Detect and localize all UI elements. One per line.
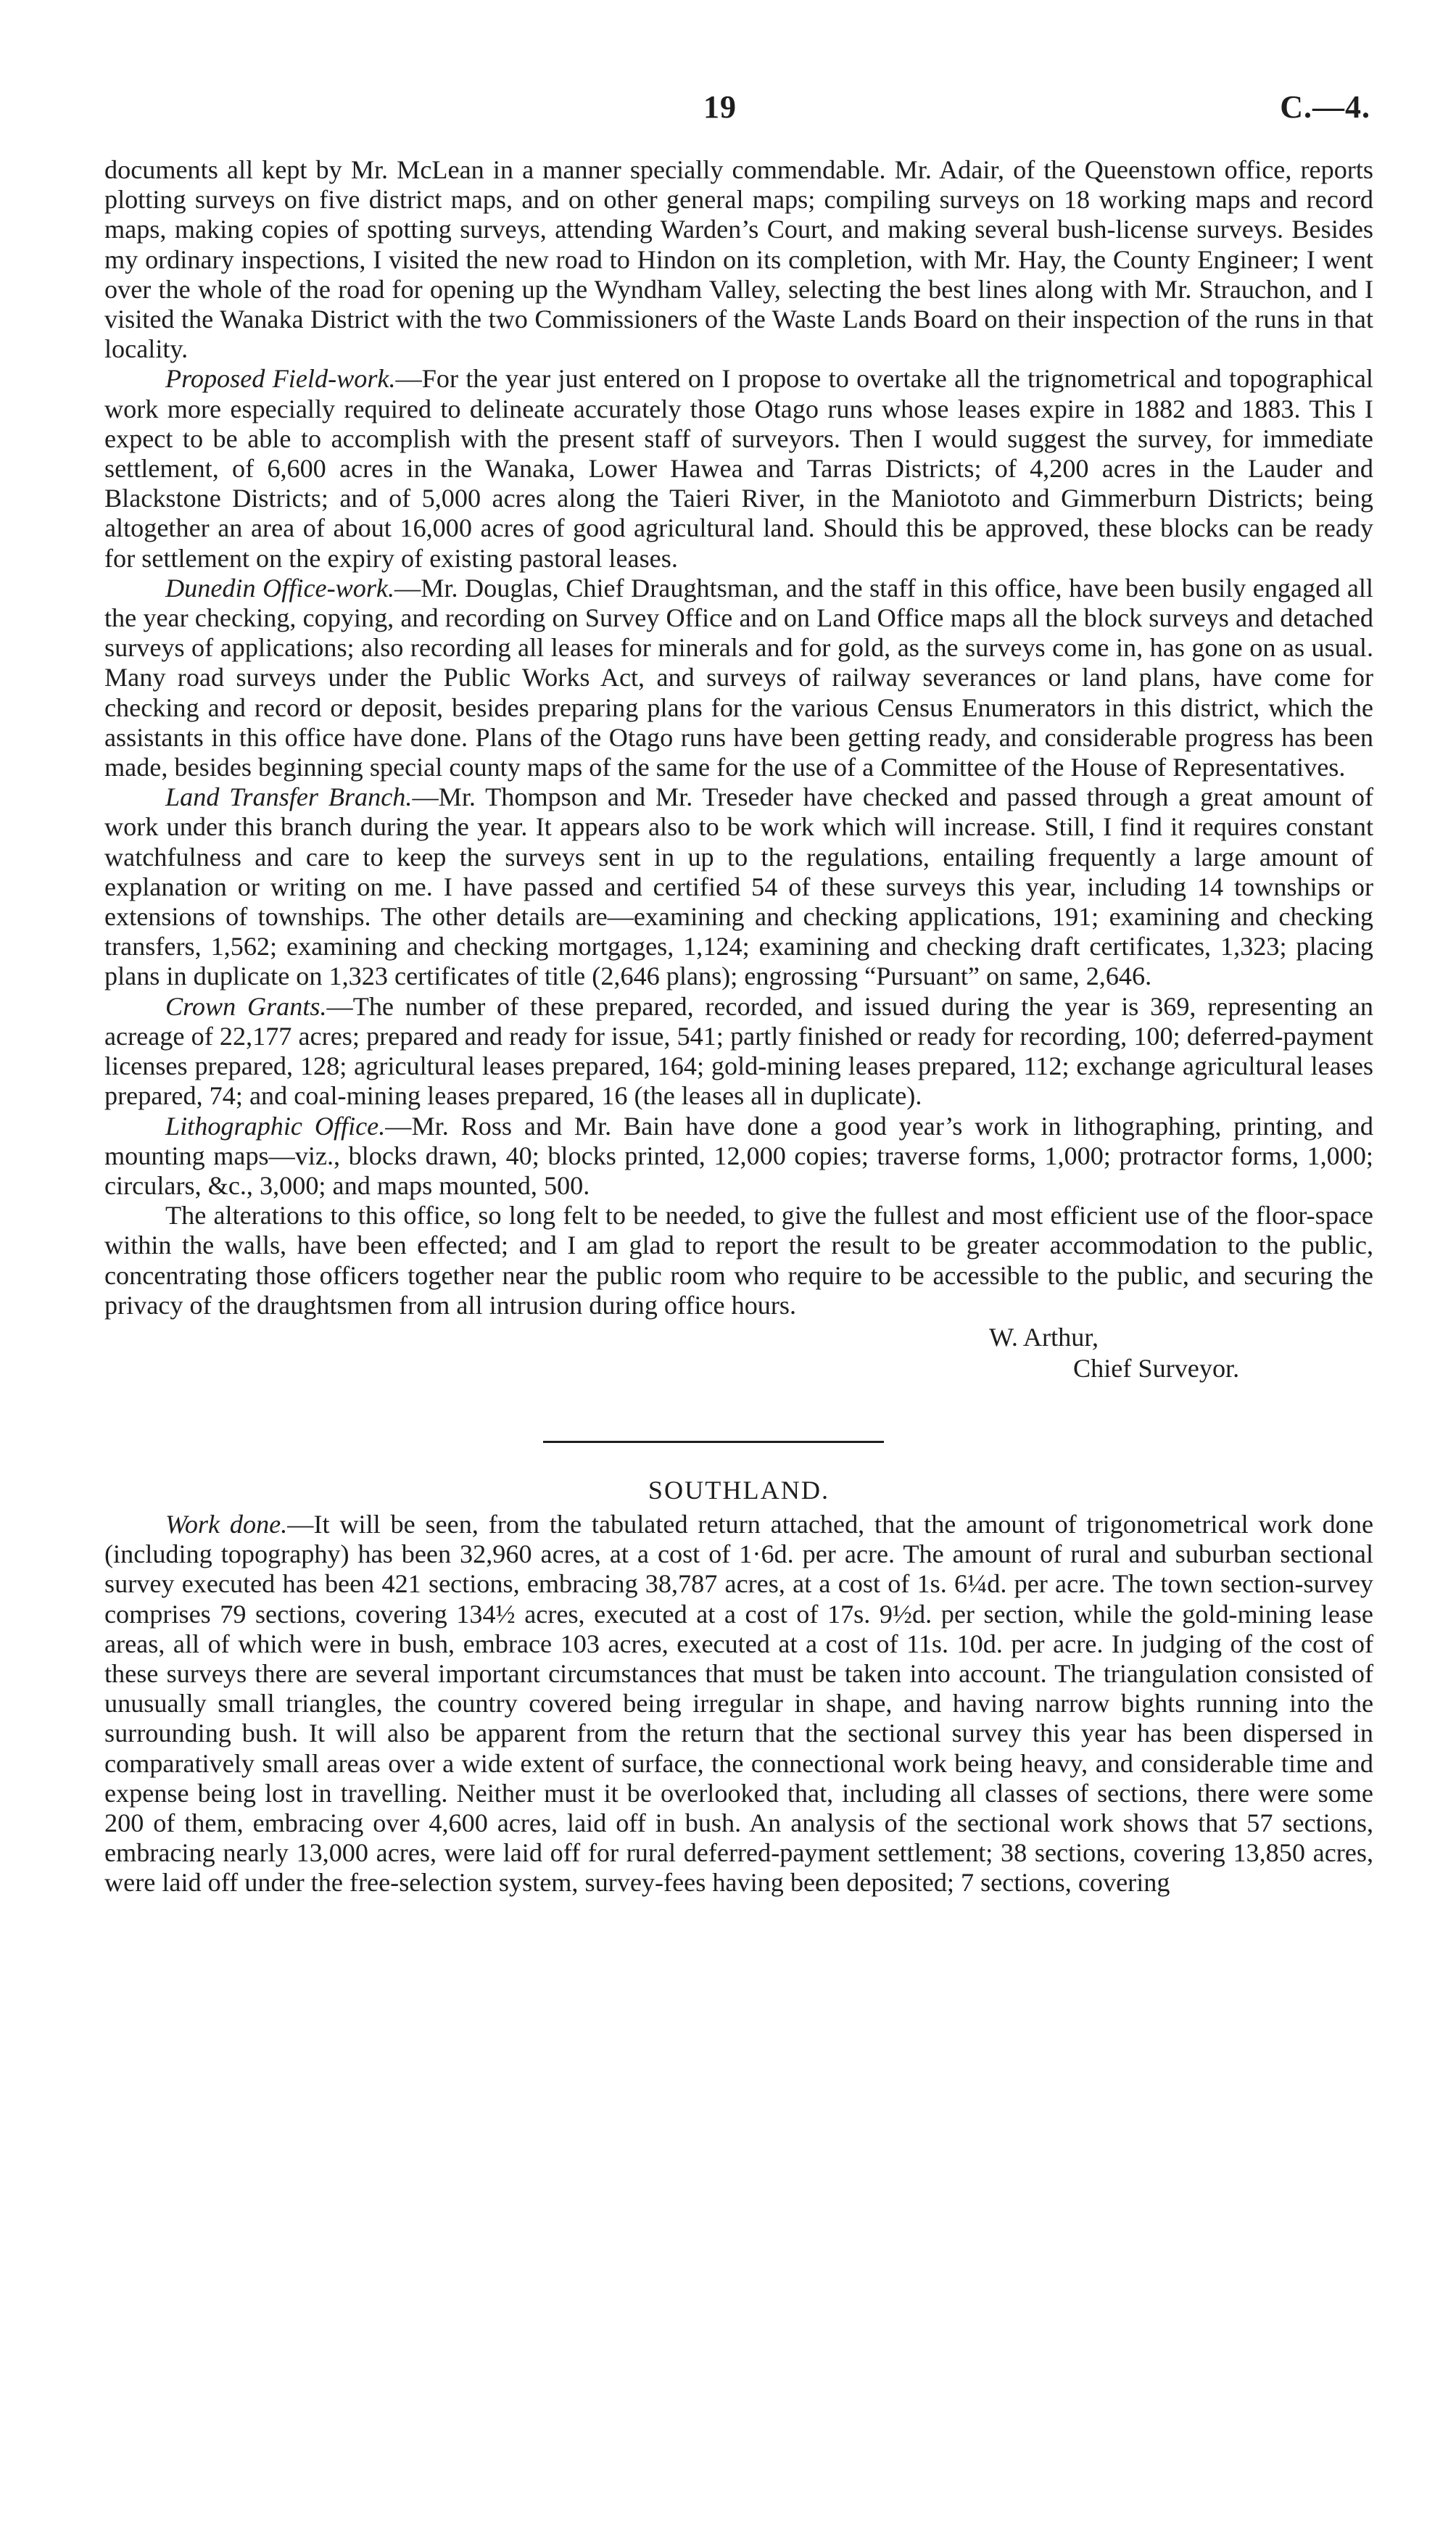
page-number: 19 — [703, 89, 737, 125]
page-header — [0, 88, 1456, 132]
office-work-text: —Mr. Douglas, Chief Draughtsman, and the staff in this office, have been busily engaged all the year checking, copying, and recording on Survey Office and on Land Office maps all the block surveys and detached surveys of applications; also recording all leases for minerals and for gold, as the surveys come in, has gone on as usual. Many road surveys under the Public Works Act, and surveys of railway severances or land plans, have come for checking and record or deposit, besides preparing plans for the various Census Enumerators in this district, which the assistants in this office have done. Plans of the Otago runs have been getting ready, and considerable progress has been made, besides beginning special county maps of the same for the use of a Committee of the House of Representatives. — [104, 573, 1373, 782]
land-transfer-paragraph — [104, 782, 1373, 991]
crown-grants-text: —The number of these prepared, recorded, and issued during the year is 369, representing an acreage of 22,177 acres; prepared and ready for issue, 541; partly finished or ready for recording, 100; deferred-payment licenses prepared, 128; agricultural leases prepared, 164; gold-mining leases prepared, 112; exchange agricultural leases prepared, 74; and coal-mining leases prepared, 16 (the leases all in duplicate). — [104, 991, 1373, 1111]
crown-grants-paragraph — [104, 992, 1373, 1112]
lithographic-office-paragraph — [104, 1112, 1373, 1202]
signature-block — [989, 1322, 1373, 1384]
land-transfer-text: —Mr. Thompson and Mr. Treseder have checked and passed through a great amount of work under this branch during the year. It appears also to be work which will increase. Still, I find it requires constant watchfulness and care to keep the surveys sent in up to the regulations, entailing frequently a large amount of explanation or writing on me. I have passed and certified 54 of these surveys this year, including 14 townships or extensions of townships. The other details are—examining and checking applications, 191; examining and checking transfers, 1,562; examining and checking mortgages, 1,124; examining and checking draft certificates, 1,323; placing plans in duplicate on 1,323 certificates of title (2,646 plans); engrossing “Pursuant” on same, 2,646. — [104, 782, 1373, 991]
crown-grants-heading: Crown Grants. — [165, 991, 327, 1021]
office-work-heading: Dunedin Office-work. — [165, 573, 395, 603]
field-work-heading: Proposed Field-work. — [165, 364, 396, 394]
work-done-heading: Work done. — [165, 1509, 288, 1539]
signatory-name: W. Arthur, — [989, 1322, 1099, 1352]
signatory-title: Chief Surveyor. — [1073, 1353, 1240, 1383]
lithographic-office-text: —Mr. Ross and Mr. Bain have done a good year’s work in lithographing, printing, and mounting maps—viz., blocks drawn, 40; blocks printed, 12,000 copies; traverse forms, 1,000; protractor forms, 1,000; circulars, &c., 3,000; and maps mounted, 500. — [104, 1111, 1373, 1200]
work-done-paragraph — [104, 1510, 1373, 1898]
document-reference: C.—4. — [1280, 89, 1370, 125]
field-work-paragraph — [104, 364, 1373, 573]
work-done-text: —It will be seen, from the tabulated return attached, that the amount of trigonometrical work done (including topography) has been 32,960 acres, at a cost of 1·6d. per acre. The amount of rural and suburban sectional survey executed has been 421 sections, embracing 38,787 acres, at a cost of 1s. 6¼d. per acre. The town section-survey comprises 79 sections, covering 134½ acres, executed at a cost of 17s. 9½d. per section, while the gold-mining lease areas, all of which were in bush, embrace 103 acres, executed at a cost of 11s. 10d. per acre. In judging of the cost of these surveys there are several important circumstances that must be taken into account. The triangulation consisted of unusually small triangles, the country covered being irregular in shape, and having narrow bights running into the surrounding bush. It will also be apparent from the return that the sectional survey this year has been dispersed in comparatively small areas over a wide extent of surface, the connectional work being heavy, and considerable time and expense being lost in travelling. Neither must it be overlooked that, including all classes of sections, there were some 200 of them, embracing over 4,600 acres, laid off in bush. An analysis of the sectional work shows that 57 sections, embracing nearly 13,000 acres, were laid off for rural deferred-payment settlement; 38 sections, covering 13,850 acres, were laid off under the free-selection system, survey-fees having been deposited; 7 sections, covering — [104, 1509, 1373, 1898]
land-transfer-heading: Land Transfer Branch. — [165, 782, 413, 812]
field-work-text: —For the year just entered on I propose to overtake all the trignometrical and topographical work more especially required to delineate accurately those Otago runs whose leases expire in 1882 and 1883. This I expect to be able to accomplish with the present staff of surveyors. Then I would suggest the survey, for immediate settlement, of 6,600 acres in the Wanaka, Lower Hawea and Tarras Districts; of 4,200 acres in the Lauder and Blackstone Districts; and of 5,000 acres along the Taieri River, in the Maniototo and Gimmerburn Districts; being altogether an area of about 16,000 acres of good agricultural land. Should this be approved, these blocks can be ready for settlement on the expiry of existing pastoral leases. — [104, 364, 1373, 573]
alterations-paragraph: The alterations to this office, so long felt to be needed, to give the fullest and most efficient use of the floor-space within the walls, have been effected; and I am glad to report the result to be greater accommodation to the public, concentrating those officers together near the public room who require to be accessible to the public, and securing the privacy of the draughtsmen from all intrusion during office hours. — [104, 1201, 1373, 1320]
otago-continuation-paragraph: documents all kept by Mr. McLean in a manner specially commendable. Mr. Adair, of the Queenstown office, reports plotting surveys on five district maps, and on other general maps; compiling surveys on 18 working maps and record maps, making copies of spotting surveys, attending Warden’s Court, and making several bush-license surveys. Besides my ordinary inspections, I visited the new road to Hindon on its completion, with Mr. Hay, the County Engineer; I went over the whole of the road for opening up the Wyndham Valley, selecting the best lines along with Mr. Strauchon, and I visited the Wanaka District with the two Commissioners of the Waste Lands Board on their inspection of the runs in that locality. — [104, 155, 1373, 364]
section-divider — [543, 1441, 884, 1443]
lithographic-office-heading: Lithographic Office. — [165, 1111, 386, 1141]
southland-heading: SOUTHLAND. — [648, 1475, 830, 1505]
report-body — [104, 155, 1373, 1898]
office-work-paragraph — [104, 574, 1373, 782]
